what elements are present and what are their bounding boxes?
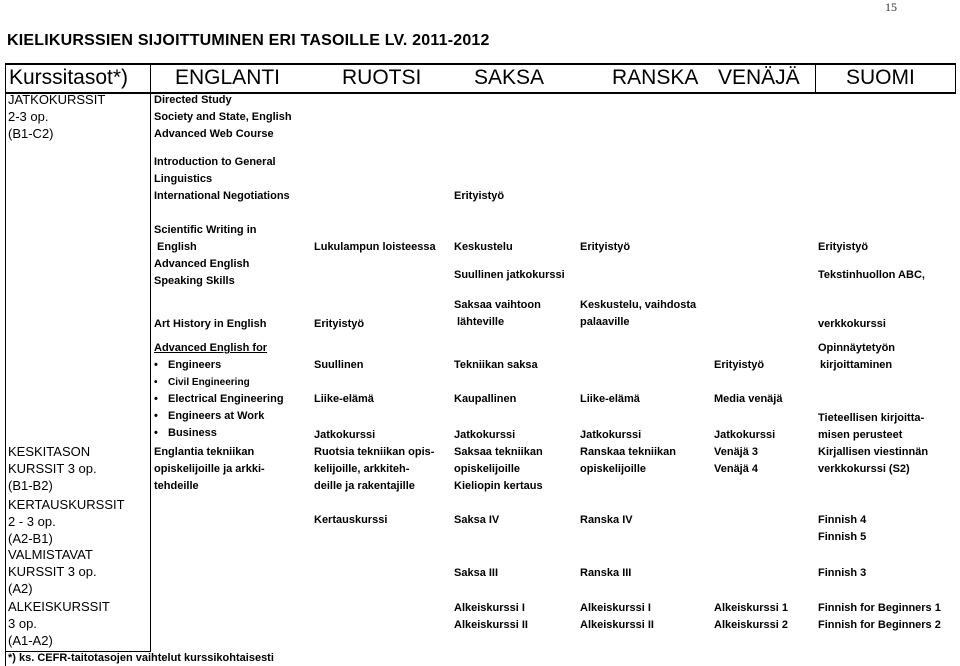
venaja-erityistyo: Erityistyö bbox=[714, 359, 765, 371]
header-kurssitasot: Kurssitasot*) bbox=[9, 66, 129, 89]
english-intro: Introduction to General Linguistics International Negotiations bbox=[154, 156, 290, 202]
saksa-iii: Saksa III bbox=[454, 567, 499, 579]
header-divider bbox=[815, 63, 816, 94]
saksa-jatkokurssi: Jatkokurssi bbox=[454, 429, 516, 441]
saksa-keskustelu: Keskustelu bbox=[454, 241, 513, 253]
ruotsi-suullinen: Suullinen bbox=[314, 359, 364, 371]
ruotsi-lukulampun: Lukulampun loisteessa bbox=[314, 241, 436, 253]
header-saksa: SAKSA bbox=[474, 66, 545, 89]
table-right-border bbox=[955, 63, 956, 94]
english-art-history: Art History in English bbox=[154, 318, 267, 330]
venaja-media: Media venäjä bbox=[714, 393, 783, 405]
saksa-suullinen: Suullinen jatkokurssi bbox=[454, 269, 565, 281]
bullet-icon: • bbox=[154, 393, 158, 405]
english-advanced-for: Advanced English for • Engineers • Civil Engineering • Electrical Engineering • Engineers at Work • Business bbox=[154, 340, 284, 442]
header-venaja: VENÄJÄ bbox=[718, 66, 800, 89]
bullet-icon: • bbox=[154, 410, 158, 422]
ranska-ranskaa: Ranskaa tekniikan opiskelijoille bbox=[580, 446, 676, 475]
ranska-iv: Ranska IV bbox=[580, 514, 633, 526]
header-suomi: SUOMI bbox=[846, 66, 915, 89]
bullet-icon: • bbox=[154, 359, 158, 371]
english-directed: Directed Study Society and State, English Advanced Web Course bbox=[154, 94, 292, 140]
venaja-alkeis: Alkeiskurssi 1 Alkeiskurssi 2 bbox=[714, 602, 788, 631]
suomi-beginners: Finnish for Beginners 1 Finnish for Beginners 2 bbox=[818, 602, 941, 631]
ranska-keskustelu: Keskustelu, vaihdosta palaaville bbox=[580, 299, 697, 328]
level-jatko: JATKOKURSSIT 2-3 op. (B1-C2) bbox=[8, 92, 106, 141]
table-left-border bbox=[5, 63, 6, 666]
ranska-jatkokurssi: Jatkokurssi bbox=[580, 429, 642, 441]
ruotsi-jatkokurssi: Jatkokurssi bbox=[314, 429, 376, 441]
level-kertaus: KERTAUSKURSSIT 2 - 3 op. (A2-B1) bbox=[8, 497, 125, 546]
column-divider bbox=[150, 63, 151, 651]
english-scientific: Scientific Writing in English Advanced English Speaking Skills bbox=[154, 224, 257, 287]
header-bottom-border bbox=[5, 92, 956, 94]
ruotsi-erityistyo: Erityistyö bbox=[314, 318, 365, 330]
ruotsi-liike: Liike-elämä bbox=[314, 393, 374, 405]
page-number: 15 bbox=[885, 0, 897, 14]
suomi-verkkokurssi: verkkokurssi bbox=[818, 318, 886, 330]
ruotsi-kertaus: Kertauskurssi bbox=[314, 514, 388, 526]
ranska-liike: Liike-elämä bbox=[580, 393, 640, 405]
bullet-icon: • bbox=[154, 427, 158, 439]
level-valmistavat: VALMISTAVAT KURSSIT 3 op. (A2) bbox=[8, 547, 97, 596]
footnote: *) ks. CEFR-taitotasojen vaihtelut kurssikohtaisesti bbox=[8, 652, 274, 664]
bullet-icon: • bbox=[154, 377, 158, 388]
header-englanti: ENGLANTI bbox=[175, 66, 281, 89]
saksa-saksaa: Saksaa tekniikan opiskelijoille Kieliopin kertaus bbox=[454, 446, 543, 492]
english-englantia: Englantia tekniikan opiskelijoille ja arkki- tehdeille bbox=[154, 446, 265, 492]
suomi-kirjallisen: Kirjallisen viestinnän verkkokurssi (S2) bbox=[818, 446, 929, 475]
ranska-iii: Ranska III bbox=[580, 567, 632, 579]
page-title: KIELIKURSSIEN SIJOITTUMINEN ERI TASOILLE LV. 2011-2012 bbox=[7, 32, 490, 49]
ranska-alkeis: Alkeiskurssi I Alkeiskurssi II bbox=[580, 602, 654, 631]
saksa-erityistyo: Erityistyö bbox=[454, 190, 505, 202]
suomi-opinnaytetyon: Opinnäytetyön kirjoittaminen bbox=[818, 342, 896, 371]
venaja-v3-v4: Venäjä 3 Venäjä 4 bbox=[714, 446, 759, 475]
table-top-border bbox=[5, 63, 956, 65]
suomi-tieteellisen: Tieteellisen kirjoitta- misen perusteet bbox=[818, 412, 925, 441]
suomi-finnish-4-5: Finnish 4 Finnish 5 bbox=[818, 514, 867, 543]
ranska-erityistyo: Erityistyö bbox=[580, 241, 631, 253]
saksa-iv: Saksa IV bbox=[454, 514, 500, 526]
saksa-kaupallinen: Kaupallinen bbox=[454, 393, 517, 405]
saksa-vaihtoon: Saksaa vaihtoon lähteville bbox=[454, 299, 541, 328]
suomi-erityistyo: Erityistyö bbox=[818, 241, 869, 253]
level-alkeis: ALKEISKURSSIT 3 op. (A1-A2) bbox=[8, 599, 110, 648]
header-ruotsi: RUOTSI bbox=[342, 66, 422, 89]
venaja-jatkokurssi: Jatkokurssi bbox=[714, 429, 776, 441]
suomi-tekstinhuollon: Tekstinhuollon ABC, bbox=[818, 269, 925, 281]
level-keskitason: KESKITASON KURSSIT 3 op. (B1-B2) bbox=[8, 444, 97, 493]
saksa-tekniikan: Tekniikan saksa bbox=[454, 359, 538, 371]
saksa-alkeis: Alkeiskurssi I Alkeiskurssi II bbox=[454, 602, 528, 631]
suomi-finnish-3: Finnish 3 bbox=[818, 567, 867, 579]
ruotsi-ruotsia: Ruotsia tekniikan opis- kelijoille, arkkiteh- deille ja rakentajille bbox=[314, 446, 435, 492]
header-ranska: RANSKA bbox=[612, 66, 699, 89]
